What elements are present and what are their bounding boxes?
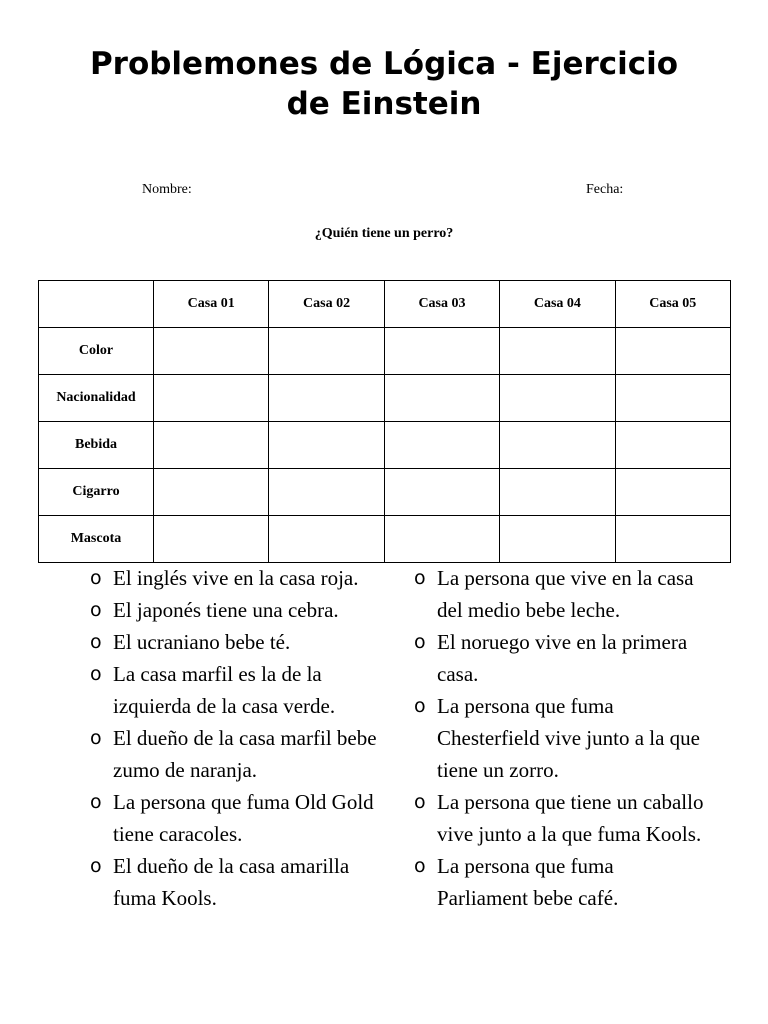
- name-label: Nombre:: [142, 182, 192, 197]
- answer-cell[interactable]: [615, 422, 730, 469]
- question-text: ¿Quién tiene un perro?: [314, 226, 454, 241]
- clue-item: [414, 626, 704, 690]
- answer-cell[interactable]: [500, 328, 615, 375]
- answer-cell[interactable]: [154, 469, 269, 516]
- bullet-icon: o: [90, 855, 102, 877]
- title-line-1: Problemones de Lógica - Ejercicio: [89, 46, 679, 82]
- answer-cell[interactable]: [269, 422, 384, 469]
- answer-cell[interactable]: [269, 469, 384, 516]
- answer-cell[interactable]: [615, 328, 730, 375]
- answer-cell[interactable]: [154, 422, 269, 469]
- answer-cell[interactable]: [384, 375, 499, 422]
- table-row: [39, 328, 731, 375]
- clue-item: [414, 786, 704, 850]
- column-header: Casa 03: [384, 281, 499, 328]
- clue-item: [90, 722, 380, 786]
- answer-cell[interactable]: [384, 516, 499, 563]
- clue-text: La persona que vive en la casa del medio bebe leche.: [437, 566, 694, 622]
- answer-cell[interactable]: [269, 375, 384, 422]
- column-header: Casa 01: [154, 281, 269, 328]
- clue-text: La persona que tiene un caballo vive junto a la que fuma Kools.: [437, 790, 704, 846]
- answer-cell[interactable]: [384, 469, 499, 516]
- answer-cell[interactable]: [154, 516, 269, 563]
- answer-cell[interactable]: [154, 375, 269, 422]
- bullet-icon: o: [414, 695, 426, 717]
- row-header: Cigarro: [39, 469, 154, 516]
- clue-item: [90, 850, 380, 914]
- row-header: Nacionalidad: [39, 375, 154, 422]
- clue-item: [90, 626, 380, 658]
- bullet-icon: o: [414, 631, 426, 653]
- table-row: [39, 469, 731, 516]
- answer-cell[interactable]: [384, 328, 499, 375]
- clue-list-left: [90, 562, 380, 914]
- clue-text: El ucraniano bebe té.: [113, 630, 291, 654]
- title-line-2: de Einstein: [286, 86, 482, 122]
- clue-text: La persona que fuma Old Gold tiene caracoles.: [113, 790, 374, 846]
- answer-cell[interactable]: [500, 422, 615, 469]
- column-header: Casa 04: [500, 281, 615, 328]
- column-header: Casa 05: [615, 281, 730, 328]
- answer-cell[interactable]: [615, 469, 730, 516]
- column-header: Casa 02: [269, 281, 384, 328]
- clue-text: La casa marfil es la de la izquierda de la casa verde.: [113, 662, 336, 718]
- row-header: Mascota: [39, 516, 154, 563]
- table-row: [39, 422, 731, 469]
- logic-grid-table: [38, 280, 731, 563]
- clue-item: [90, 658, 380, 722]
- header-row: [39, 281, 731, 328]
- bullet-icon: o: [90, 631, 102, 653]
- answer-cell[interactable]: [154, 328, 269, 375]
- bullet-icon: o: [414, 855, 426, 877]
- bullet-icon: o: [90, 599, 102, 621]
- clue-text: El inglés vive en la casa roja.: [113, 566, 359, 590]
- clue-text: La persona que fuma Chesterfield vive junto a la que tiene un zorro.: [437, 694, 701, 782]
- table-row: [39, 375, 731, 422]
- corner-cell: [39, 281, 154, 328]
- answer-cell[interactable]: [384, 422, 499, 469]
- clue-item: [414, 690, 704, 786]
- answer-cell[interactable]: [269, 516, 384, 563]
- bullet-icon: o: [90, 663, 102, 685]
- answer-cell[interactable]: [500, 469, 615, 516]
- clue-text: El dueño de la casa amarilla fuma Kools.: [113, 854, 350, 910]
- page-title: [0, 44, 768, 124]
- bullet-icon: o: [90, 791, 102, 813]
- bullet-icon: o: [414, 567, 426, 589]
- row-header: Bebida: [39, 422, 154, 469]
- bullet-icon: o: [90, 727, 102, 749]
- table-row: [39, 516, 731, 563]
- bullet-icon: o: [414, 791, 426, 813]
- clue-text: El noruego vive en la primera casa.: [437, 630, 688, 686]
- bullet-icon: o: [90, 567, 102, 589]
- row-header: Color: [39, 328, 154, 375]
- clue-item: [414, 562, 704, 626]
- clue-list-right: [414, 562, 704, 914]
- clue-item: [90, 562, 380, 594]
- clue-item: [90, 594, 380, 626]
- answer-cell[interactable]: [615, 516, 730, 563]
- answer-cell[interactable]: [269, 328, 384, 375]
- date-label: Fecha:: [586, 182, 624, 197]
- answer-cell[interactable]: [500, 375, 615, 422]
- clue-text: El dueño de la casa marfil bebe zumo de naranja.: [113, 726, 377, 782]
- answer-cell[interactable]: [615, 375, 730, 422]
- answer-cell[interactable]: [500, 516, 615, 563]
- clue-item: [90, 786, 380, 850]
- clue-text: El japonés tiene una cebra.: [113, 598, 339, 622]
- clue-text: La persona que fuma Parliament bebe café.: [437, 854, 619, 910]
- clue-item: [414, 850, 704, 914]
